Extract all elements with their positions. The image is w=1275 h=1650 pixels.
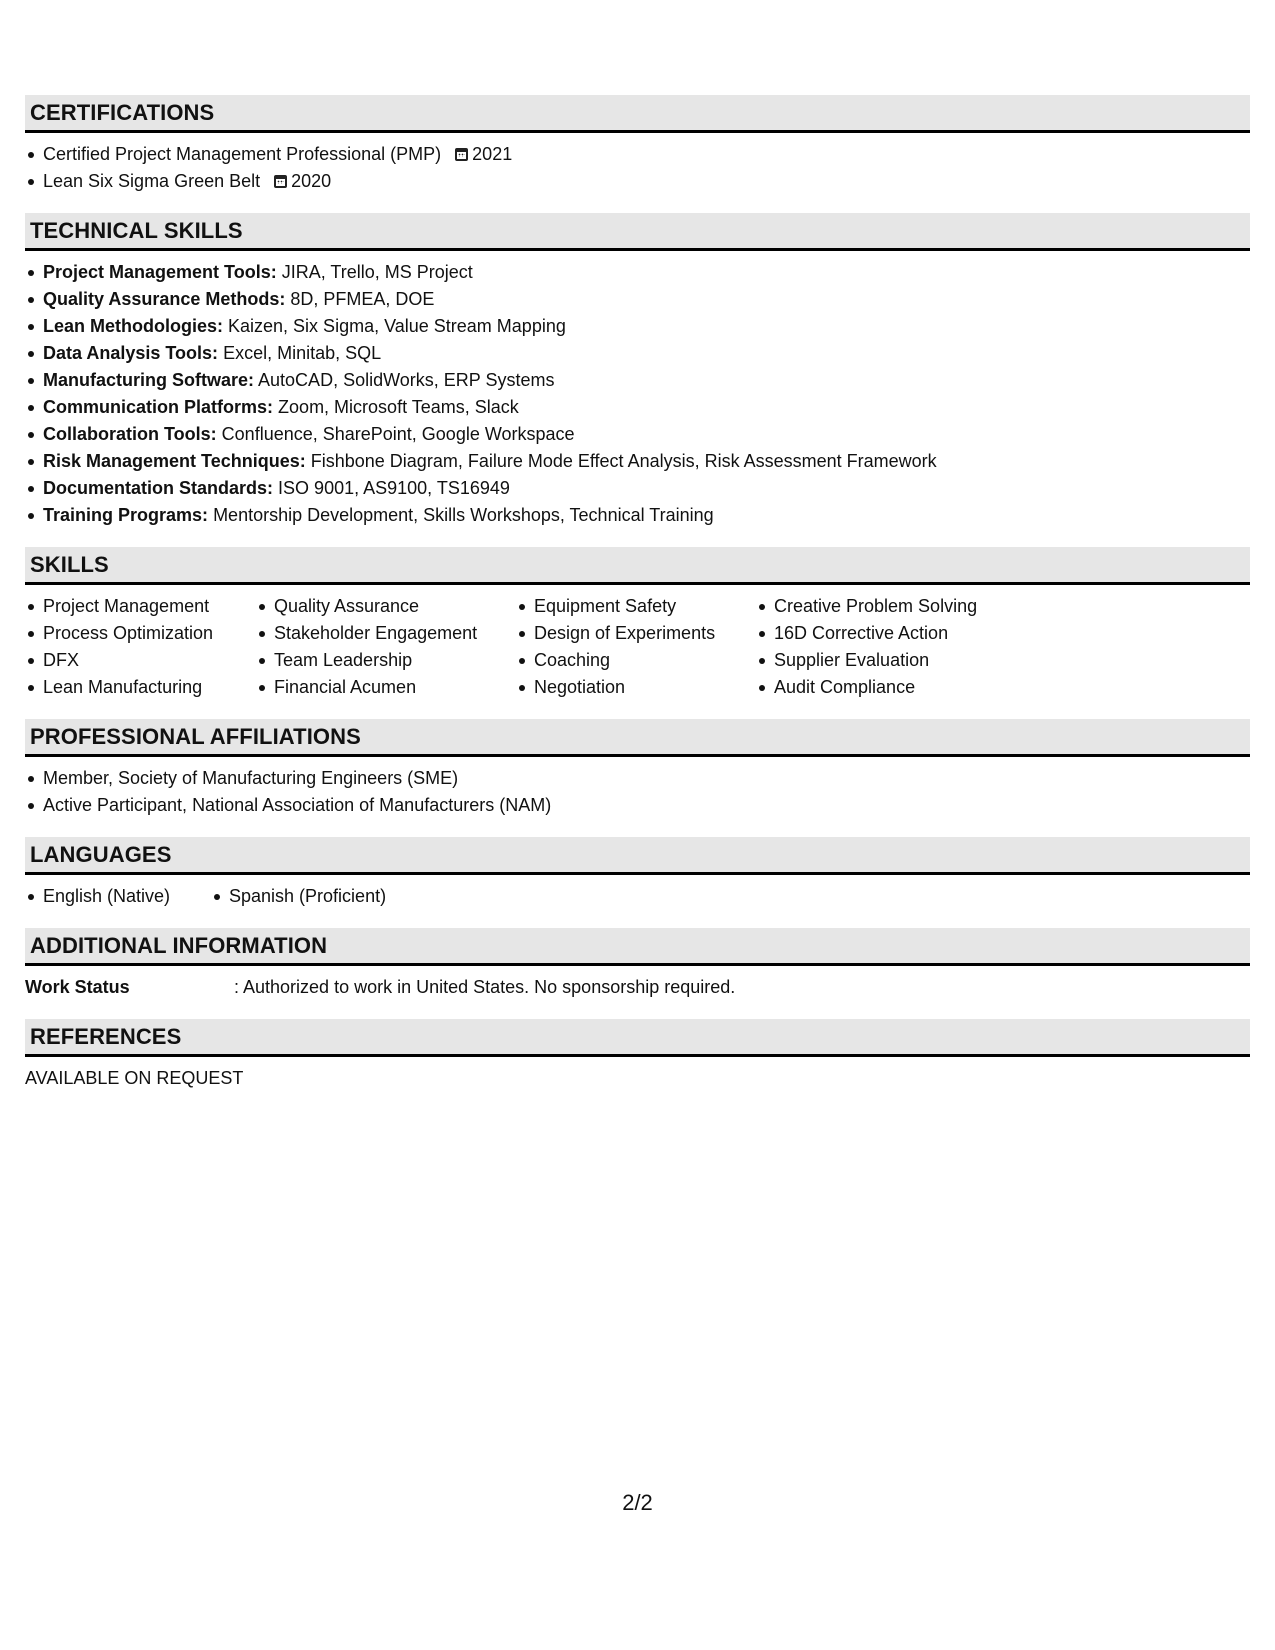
list-item: DFX [43,647,256,674]
calendar-icon [455,148,468,161]
list-item [43,259,1250,286]
list-item: Financial Acumen [274,674,516,701]
list-item: Process Optimization [43,620,256,647]
skills-column [516,593,756,701]
page-number: 2/2 [622,1490,653,1515]
resume-page [25,95,1250,1110]
languages-column [211,883,386,910]
skill-category: Risk Management Techniques: [43,451,306,471]
list-item [43,313,1250,340]
section-heading: TECHNICAL SKILLS [25,213,1250,251]
list-item: Negotiation [534,674,756,701]
list-item: Member, Society of Manufacturing Engineers (SME) [43,765,1250,792]
list-item [43,141,1250,168]
certifications-section [25,95,1250,195]
list-item: Design of Experiments [534,620,756,647]
skill-category: Documentation Standards: [43,478,274,498]
skill-values: Zoom, Microsoft Teams, Slack [278,397,519,417]
skill-values: ISO 9001, AS9100, TS16949 [278,478,510,498]
certification-name: Lean Six Sigma Green Belt [43,171,261,191]
section-heading: REFERENCES [25,1019,1250,1057]
list-item [43,502,1250,529]
skill-category: Communication Platforms: [43,397,274,417]
skill-values: 8D, PFMEA, DOE [290,289,435,309]
list-item: Audit Compliance [774,674,1014,701]
section-heading: SKILLS [25,547,1250,585]
skill-category: Manufacturing Software: [43,370,255,390]
section-heading: ADDITIONAL INFORMATION [25,928,1250,966]
list-item: 16D Corrective Action [774,620,1014,647]
skill-values: Confluence, SharePoint, Google Workspace [221,424,575,444]
section-heading: LANGUAGES [25,837,1250,875]
list-item: Equipment Safety [534,593,756,620]
skill-category: Data Analysis Tools: [43,343,219,363]
skills-column [25,593,256,701]
list-item: Lean Manufacturing [43,674,256,701]
certification-year: 2020 [291,171,332,191]
list-item: Stakeholder Engagement [274,620,516,647]
languages-list [25,883,1250,910]
skill-category: Quality Assurance Methods: [43,289,286,309]
work-status-row [25,974,1250,1001]
skill-category: Training Programs: [43,505,209,525]
list-item: Quality Assurance [274,593,516,620]
calendar-icon [274,175,287,188]
list-item [43,168,1250,195]
list-item [43,394,1250,421]
list-item: Supplier Evaluation [774,647,1014,674]
list-item [43,367,1250,394]
skill-values: JIRA, Trello, MS Project [281,262,473,282]
technical-skills-list [25,259,1250,529]
list-item: English (Native) [43,883,211,910]
skill-category: Lean Methodologies: [43,316,223,336]
list-item: Team Leadership [274,647,516,674]
affiliations-list [25,765,1250,819]
list-item: Project Management [43,593,256,620]
skill-category: Project Management Tools: [43,262,277,282]
languages-section [25,837,1250,910]
skill-category: Collaboration Tools: [43,424,217,444]
list-item: Creative Problem Solving [774,593,1014,620]
certification-year: 2021 [472,144,513,164]
list-item: Spanish (Proficient) [229,883,386,910]
languages-column [25,883,211,910]
skill-values: Excel, Minitab, SQL [223,343,382,363]
skill-values: AutoCAD, SolidWorks, ERP Systems [258,370,555,390]
references-text: AVAILABLE ON REQUEST [25,1068,244,1088]
list-item [43,286,1250,313]
skills-column [756,593,1014,701]
skills-column [256,593,516,701]
skill-values: Kaizen, Six Sigma, Value Stream Mapping [228,316,566,336]
additional-information-section [25,928,1250,1001]
list-item [43,448,1250,475]
section-heading: PROFESSIONAL AFFILIATIONS [25,719,1250,757]
affiliations-section [25,719,1250,819]
technical-skills-section [25,213,1250,529]
certification-name: Certified Project Management Professional (PMP) [43,144,442,164]
skill-values: Mentorship Development, Skills Workshops, Technical Training [213,505,714,525]
list-item: Coaching [534,647,756,674]
list-item: Active Participant, National Association of Manufacturers (NAM) [43,792,1250,819]
work-status-value: : Authorized to work in United States. No sponsorship required. [234,977,736,997]
certifications-list [25,141,1250,195]
skills-section [25,547,1250,701]
skills-grid [25,593,1250,701]
list-item [43,421,1250,448]
references-section [25,1019,1250,1092]
skill-values: Fishbone Diagram, Failure Mode Effect Analysis, Risk Assessment Framework [310,451,937,471]
list-item [43,475,1250,502]
list-item [43,340,1250,367]
work-status-label: Work Status [25,977,130,997]
section-heading: CERTIFICATIONS [25,95,1250,133]
